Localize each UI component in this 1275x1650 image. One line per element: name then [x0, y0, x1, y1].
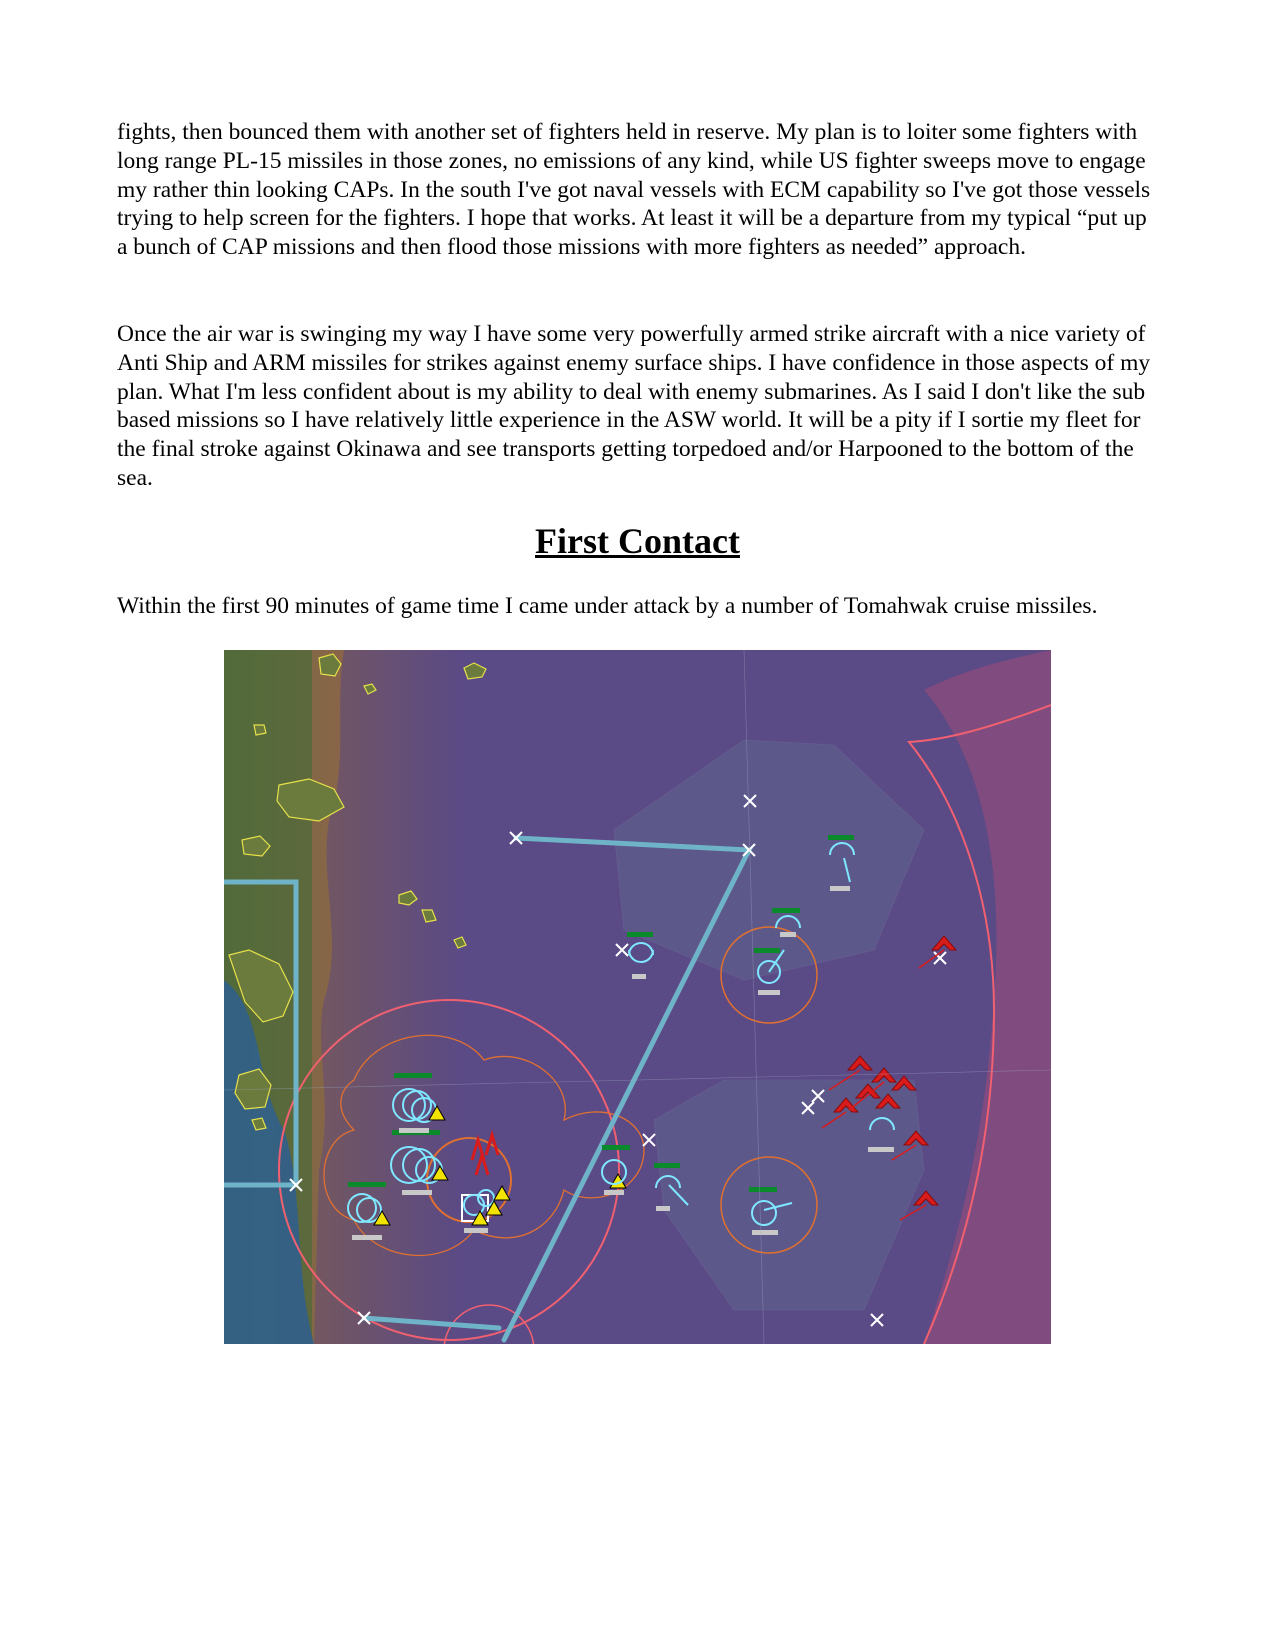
paragraph-3: Within the first 90 minutes of game time I came under attack by a number of Tomahwak cruise missiles. [117, 593, 1098, 619]
paragraph-1: fights, then bounced them with another set of fighters held in reserve. My plan is to loiter some fighters with long range PL-15 missiles in those zones, no emissions of any kind, while US fighter sweeps move to engage my rather thin looking CAPs. In the south I've got naval vessels with ECM capability so I've got those vessels trying to help screen for the fighters. I hope that works. At least it will be a departure from my typical “put up a bunch of CAP missions and then flood those missions with more fighters as needed” approach. [117, 119, 1151, 261]
tactical-map-screenshot [224, 650, 1051, 1344]
tactical-map [224, 650, 1051, 1344]
paragraph-2: Once the air war is swinging my way I have some very powerfully armed strike aircraft with a nice variety of Anti Ship and ARM missiles for strikes against enemy surface ships. I have confidence in those aspects of my plan. What I'm less confident about is my ability to deal with enemy submarines. As I said I don't like the sub based missions so I have relatively little experience in the ASW world. It will be a pity if I sortie my fleet for the final stroke against Okinawa and see transports getting torpedoed and/or Harpooned to the bottom of the sea. [117, 321, 1151, 491]
unit-status-bar [348, 1182, 386, 1187]
section-heading: First Contact [535, 521, 740, 561]
unit-status-bar [394, 1073, 432, 1078]
